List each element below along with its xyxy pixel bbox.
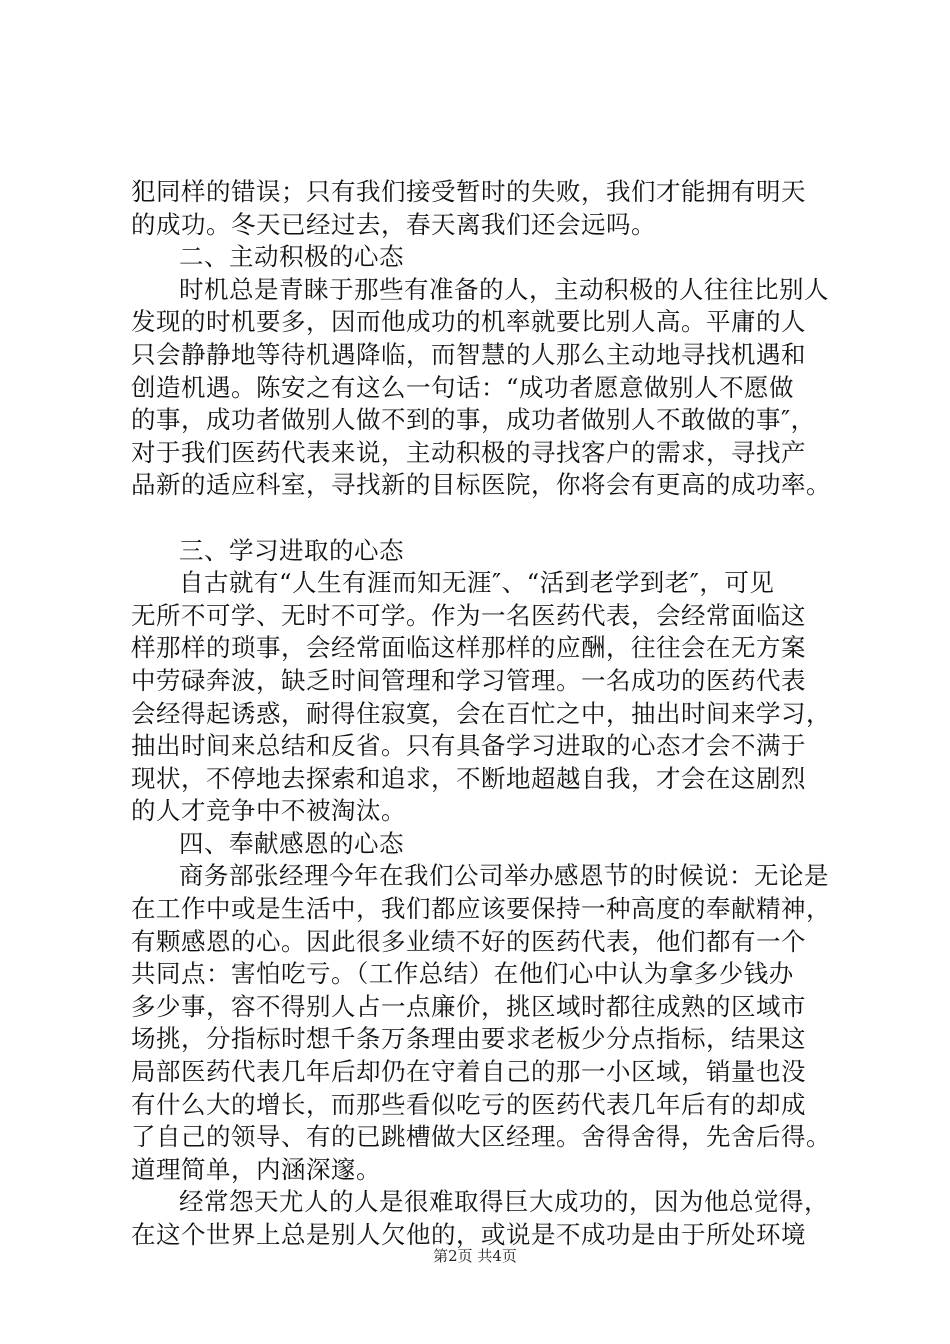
body-line: 无所不可学、无时不可学。作为一名医药代表，会经常面临这 <box>131 600 806 630</box>
section-heading: 三、学习进取的心态 <box>179 535 404 565</box>
body-line: 样那样的琐事，会经常面临这样那样的应酬，往往会在无方案 <box>131 633 806 663</box>
body-line: 在这个世界上总是别人欠他的，或说是不成功是由于所处环境 <box>131 1220 806 1249</box>
body-line: 品新的适应科室，寻找新的目标医院，你将会有更高的成功率。 <box>131 470 831 500</box>
paragraph-gap <box>131 502 843 535</box>
body-line: 抽出时间来总结和反省。只有具备学习进取的心态才会不满于 <box>131 731 806 761</box>
body-line: 的事，成功者做别人做不到的事，成功者做别人不敢做的事″， <box>131 405 816 435</box>
body-line: 只会静静地等待机遇降临，而智慧的人那么主动地寻找机遇和 <box>131 339 806 369</box>
body-line: 有颗感恩的心。因此很多业绩不好的医药代表，他们都有一个 <box>131 926 806 956</box>
section-heading: 二、主动积极的心态 <box>179 242 404 272</box>
body-line: 场挑，分指标时想千条万条理由要求老板少分点指标，结果这 <box>131 1024 806 1054</box>
document-body <box>131 176 843 1252</box>
body-line: 会经得起诱惑，耐得住寂寞，会在百忙之中，抽出时间来学习， <box>131 698 831 728</box>
body-line: 商务部张经理今年在我们公司举办感恩节的时候说：无论是 <box>179 861 829 891</box>
body-line: 时机总是青睐于那些有准备的人，主动积极的人往往比别人 <box>179 274 829 304</box>
body-line: 了自己的领导、有的已跳槽做大区经理。舍得舍得，先舍后得。 <box>131 1122 831 1152</box>
section-heading: 四、奉献感恩的心态 <box>179 828 404 858</box>
body-line: 共同点：害怕吃亏。（工作总结）在他们心中认为拿多少钱办 <box>131 959 794 989</box>
body-line: 对于我们医药代表来说，主动积极的寻找客户的需求，寻找产 <box>131 437 806 467</box>
body-line: 犯同样的错误；只有我们接受暂时的失败，我们才能拥有明天 <box>131 177 806 206</box>
page-footer: 第2页 共4页 <box>433 1247 517 1265</box>
body-line: 道理简单，内涵深邃。 <box>131 1154 381 1184</box>
body-line: 有什么大的增长，而那些看似吃亏的医药代表几年后有的却成 <box>131 1089 806 1119</box>
body-line: 中劳碌奔波，缺乏时间管理和学习管理。一名成功的医药代表 <box>131 665 806 695</box>
body-line: 的人才竞争中不被淘汰。 <box>131 796 406 826</box>
body-line: 多少事，容不得别人占一点廉价，挑区域时都往成熟的区域市 <box>131 991 806 1021</box>
body-line: 创造机遇。陈安之有这么一句话：“成功者愿意做别人不愿做 <box>131 372 795 402</box>
body-line: 经常怨天尤人的人是很难取得巨大成功的，因为他总觉得， <box>179 1187 829 1217</box>
body-line: 在工作中或是生活中，我们都应该要保持一种高度的奉献精神， <box>131 894 831 924</box>
body-line: 自古就有“人生有涯而知无涯″、“活到老学到老″，可见 <box>179 568 775 598</box>
body-line: 的成功。冬天已经过去，春天离我们还会远吗。 <box>131 209 656 239</box>
body-line: 局部医药代表几年后却仍在守着自己的那一小区域，销量也没 <box>131 1057 806 1087</box>
body-line: 发现的时机要多，因而他成功的机率就要比别人高。平庸的人 <box>131 307 806 337</box>
body-line: 现状，不停地去探索和追求，不断地超越自我，才会在这剧烈 <box>131 763 806 793</box>
